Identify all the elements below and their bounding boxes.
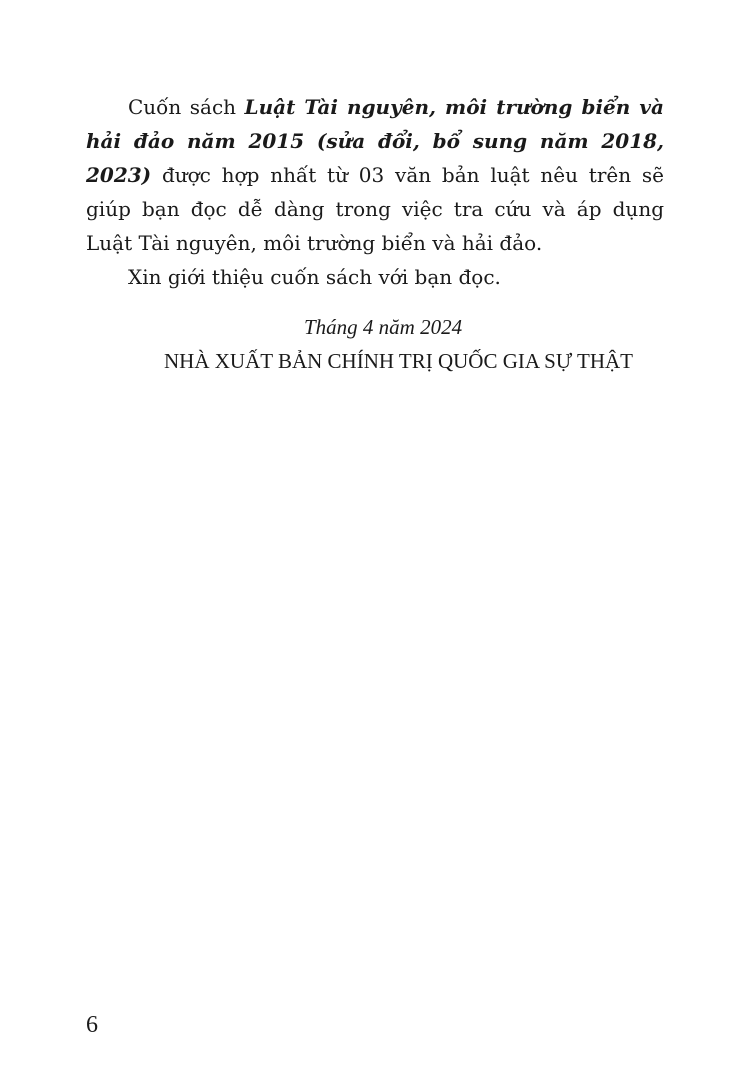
intro-paragraph xyxy=(86,90,664,260)
closing-paragraph: Xin giới thiệu cuốn sách với bạn đọc. xyxy=(128,265,501,289)
intro-lead: Cuốn sách xyxy=(128,95,245,119)
book-title: Luật Tài nguyên, môi trường biển và hải đảo năm 2015 (sửa đổi, bổ sung năm 2018, 2023) xyxy=(86,95,664,187)
signature-publisher: NHÀ XUẤT BẢN CHÍNH TRỊ QUỐC GIA SỰ THẬT xyxy=(164,349,633,373)
intro-rest: được hợp nhất từ 03 văn bản luật nêu trên sẽ giúp bạn đọc dễ dàng trong việc tra cứu và áp dụng Luật Tài nguyên, môi trường biển và hải đảo. xyxy=(86,163,664,255)
page-number: 6 xyxy=(86,1012,98,1038)
body-text xyxy=(86,90,664,294)
signature-date: Tháng 4 năm 2024 xyxy=(304,315,463,339)
